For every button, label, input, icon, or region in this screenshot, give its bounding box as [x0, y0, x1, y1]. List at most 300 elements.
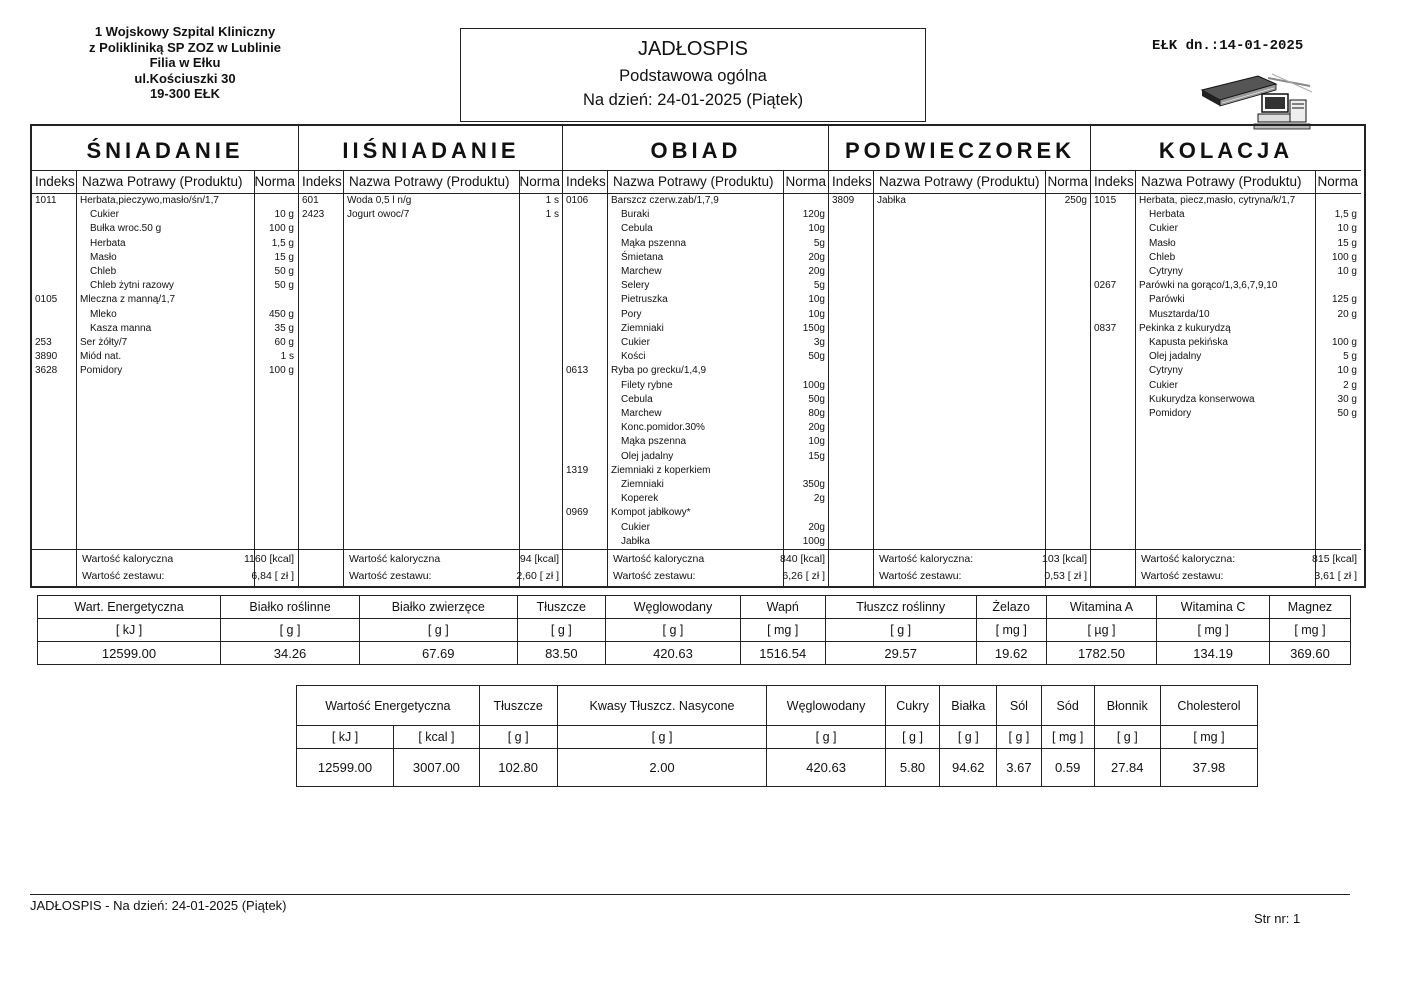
nutrient-value: 369.60: [1269, 642, 1350, 665]
item-name: Mąka pszenna: [621, 237, 687, 249]
footer-divider: [30, 894, 1350, 895]
menu-item-row: [563, 394, 829, 408]
item-norma: 120g: [802, 209, 825, 221]
menu-item-row: [1091, 223, 1361, 237]
menu-item-row: [1091, 195, 1361, 209]
menu-item-row: [563, 536, 829, 550]
item-norma: 250g: [1064, 195, 1087, 206]
cost-value: 3,61 [ zł ]: [1314, 570, 1357, 582]
item-name: Cytryny: [1149, 365, 1183, 377]
menu-item-row: [1091, 337, 1361, 351]
header-name: Nazwa Potrawy (Produktu): [879, 174, 1040, 189]
nutrition-table: [37, 595, 1351, 665]
item-norma: 5 g: [1343, 351, 1357, 363]
menu-item-row: [1091, 266, 1361, 280]
nutrient-value: 0.59: [1041, 749, 1094, 787]
menu-item-row: [563, 195, 829, 209]
item-name: Masło: [1149, 237, 1176, 249]
nutrient-header: Węglowodany: [767, 686, 885, 726]
item-name: Barszcz czerw.zab/1,7,9: [611, 195, 719, 206]
nutrient-unit: [ kJ ]: [38, 619, 221, 642]
hospital-line: 1 Wojskowy Szpital Kliniczny: [94, 24, 276, 39]
item-name: Jogurt owoc/7: [347, 209, 410, 221]
menu-item-row: [32, 351, 298, 365]
nutrient-value: 5.80: [885, 749, 940, 787]
nutrient-unit: [ g ]: [221, 619, 360, 642]
nutrient-unit: [ g ]: [825, 619, 976, 642]
menu-item-row: [1091, 380, 1361, 394]
nutrient-unit: [ g ]: [1094, 726, 1160, 749]
item-name: Kości: [621, 351, 646, 363]
nutrient-value: 102.80: [479, 749, 557, 787]
item-norma: 20g: [808, 266, 825, 277]
menu-item-row: [563, 380, 829, 394]
meal-column: [298, 126, 563, 586]
item-norma: 125 g: [1331, 294, 1357, 306]
item-norma: 15 g: [274, 251, 294, 263]
meal-title: ŚNIADANIE: [86, 138, 244, 163]
menu-item-row: [32, 266, 298, 280]
item-name: Pory: [621, 308, 642, 320]
item-name: Kasza manna: [90, 322, 152, 334]
page-subtitle: Podstawowa ogólna: [619, 67, 767, 85]
nutrient-unit: [ g ]: [997, 726, 1042, 749]
meal-summary: [829, 549, 1091, 586]
calorie-value: 103 [kcal]: [1042, 553, 1087, 565]
menu-item-row: [1091, 252, 1361, 266]
nutrient-value: 29.57: [825, 642, 976, 665]
nutrient-unit: [ µg ]: [1046, 619, 1157, 642]
menu-item-row: [563, 337, 829, 351]
item-name: Herbata,pieczywo,masło/śn/1,7: [80, 195, 219, 206]
item-name: Mleczna z manną/1,7: [80, 294, 176, 306]
calorie-label: Wartość kaloryczna: [349, 553, 441, 565]
item-name: Filety rybne: [621, 379, 673, 391]
header-index: Indeks: [1094, 174, 1134, 189]
cost-value: 6,84 [ zł ]: [251, 570, 294, 582]
item-index: 0105: [35, 294, 58, 306]
menu-item-row: [563, 479, 829, 493]
item-norma: 2 g: [1343, 379, 1357, 391]
item-index: 601: [302, 195, 319, 206]
item-name: Herbata: [1149, 209, 1185, 221]
column-headers: [1091, 170, 1361, 194]
nutrient-value: 27.84: [1094, 749, 1160, 787]
menu-item-row: [563, 422, 829, 436]
item-norma: 10 g: [274, 209, 294, 221]
item-norma: 50g: [808, 393, 825, 405]
item-name: Jabłka: [621, 535, 650, 547]
menu-item-row: [563, 436, 829, 450]
nutrient-value: 94.62: [940, 749, 997, 787]
nutrient-header: Żelazo: [976, 596, 1046, 619]
nutrient-unit: [ mg ]: [1157, 619, 1270, 642]
item-name: Cukier: [621, 337, 650, 348]
menu-item-row: [32, 223, 298, 237]
item-name: Cukier: [90, 209, 119, 221]
item-index: 2423: [302, 209, 325, 221]
meal-title: IIŚNIADANIE: [342, 138, 520, 163]
item-name: Mąka pszenna: [621, 436, 687, 448]
nutrient-unit: [ mg ]: [1269, 619, 1350, 642]
menu-item-row: [563, 465, 829, 479]
item-index: 3890: [35, 351, 58, 363]
place-date: EŁK dn.:14-01-2025: [1152, 38, 1304, 54]
menu-item-row: [829, 195, 1091, 209]
item-name: Mleko: [90, 308, 117, 320]
menu-item-row: [563, 223, 829, 237]
nutrient-header: Cukry: [885, 686, 940, 726]
menu-item-row: [563, 266, 829, 280]
item-name: Pekinka z kukurydzą: [1139, 322, 1231, 334]
menu-item-row: [1091, 238, 1361, 252]
item-norma: 1 s: [545, 195, 559, 206]
nutrient-value: 3.67: [997, 749, 1042, 787]
nutrient-header: Magnez: [1269, 596, 1350, 619]
item-name: Olej jadalny: [1149, 351, 1202, 363]
item-name: Pomidory: [1149, 408, 1192, 419]
menu-item-row: [299, 195, 563, 209]
menu-item-row: [563, 209, 829, 223]
nutrient-unit: [ mg ]: [740, 619, 825, 642]
nutrient-unit: [ g ]: [885, 726, 940, 749]
menu-item-row: [563, 451, 829, 465]
menu-item-row: [32, 252, 298, 266]
cost-label: Wartość zestawu:: [82, 570, 165, 582]
nutrient-unit: [ mg ]: [1160, 726, 1257, 749]
nutrient-value: 420.63: [606, 642, 741, 665]
menu-item-row: [1091, 209, 1361, 223]
nutrient-unit: [ kJ ]: [297, 726, 394, 749]
nutrient-value: 83.50: [517, 642, 606, 665]
cost-value: 2,60 [ zł ]: [516, 570, 559, 582]
header-norma: Norma: [785, 174, 826, 189]
item-norma: 50 g: [274, 266, 294, 277]
item-index: 0613: [566, 365, 589, 377]
menu-item-row: [1091, 408, 1361, 422]
menu-item-row: [563, 493, 829, 507]
item-name: Cukier: [1149, 379, 1178, 391]
item-norma: 100 g: [1331, 251, 1357, 263]
nutrient-header: Białko roślinne: [221, 596, 360, 619]
menu-item-row: [563, 351, 829, 365]
menu-item-row: [1091, 351, 1361, 365]
item-name: Buraki: [621, 209, 650, 221]
nutrient-header: Tłuszcz roślinny: [825, 596, 976, 619]
menu-item-row: [563, 294, 829, 308]
header-norma: Norma: [254, 174, 295, 189]
menu-item-row: [563, 323, 829, 337]
header-name: Nazwa Potrawy (Produktu): [1141, 174, 1302, 189]
page-number: Str nr: 1: [1254, 911, 1301, 926]
item-name: Cytryny: [1149, 266, 1183, 277]
cost-label: Wartość zestawu:: [879, 570, 962, 582]
nutrient-value: 67.69: [360, 642, 518, 665]
item-name: Pomidory: [80, 365, 123, 377]
nutrient-unit: [ g ]: [479, 726, 557, 749]
header-norma: Norma: [1047, 174, 1088, 189]
item-name: Śmietana: [621, 251, 664, 263]
cost-value: 0,53 [ zł ]: [1044, 570, 1087, 582]
nutrient-unit: [ g ]: [767, 726, 885, 749]
footer-date: JADŁOSPIS - Na dzień: 24-01-2025 (Piątek): [30, 898, 287, 913]
item-index: 1015: [1094, 195, 1117, 206]
item-name: Jabłka: [877, 195, 906, 206]
nutrient-unit: [ g ]: [360, 619, 518, 642]
nutrient-value: 12599.00: [297, 749, 394, 787]
item-name: Parówki: [1149, 294, 1185, 306]
menu-item-row: [299, 209, 563, 223]
nutrient-header: Wapń: [740, 596, 825, 619]
header-index: Indeks: [566, 174, 606, 189]
menu-item-row: [563, 408, 829, 422]
column-headers: [829, 170, 1091, 194]
item-norma: 10 g: [1337, 266, 1357, 277]
nutrient-value: 1516.54: [740, 642, 825, 665]
item-index: 0106: [566, 195, 589, 206]
nutrient-unit: [ g ]: [606, 619, 741, 642]
nutrient-header: Sól: [997, 686, 1042, 726]
menu-item-row: [1091, 294, 1361, 308]
nutrient-header: Cholesterol: [1160, 686, 1257, 726]
item-name: Konc.pomidor.30%: [621, 422, 705, 434]
hospital-line: Filia w Ełku: [149, 55, 221, 70]
item-name: Ser żółty/7: [80, 337, 128, 348]
item-norma: 100 g: [268, 223, 294, 235]
item-norma: 1,5 g: [271, 237, 294, 249]
item-norma: 100g: [802, 379, 825, 391]
item-index: 3628: [35, 365, 58, 377]
cost-label: Wartość zestawu:: [349, 570, 432, 582]
item-name: Herbata, piecz,masło, cytryna/k/1,7: [1139, 195, 1296, 206]
meal-column: [32, 126, 298, 586]
calorie-label: Wartość kaloryczna: [613, 553, 705, 565]
item-norma: 150g: [802, 322, 825, 334]
item-norma: 10g: [808, 223, 825, 235]
nutrient-header: Witamina C: [1157, 596, 1270, 619]
menu-item-row: [32, 209, 298, 223]
item-name: Masło: [90, 251, 117, 263]
item-norma: 30 g: [1337, 393, 1357, 405]
item-norma: 1 s: [545, 209, 559, 221]
calorie-value: 94 [kcal]: [519, 553, 559, 565]
nutrient-unit: [ mg ]: [1041, 726, 1094, 749]
menu-date: Na dzień: 24-01-2025 (Piątek): [582, 91, 804, 109]
item-norma: 15g: [808, 450, 825, 462]
item-name: Cebula: [621, 223, 653, 235]
menu-item-row: [32, 323, 298, 337]
menu-item-row: [563, 252, 829, 266]
cost-label: Wartość zestawu:: [613, 570, 696, 582]
item-name: Woda 0,5 l n/g: [347, 195, 412, 206]
menu-item-row: [563, 507, 829, 521]
header-norma: Norma: [519, 174, 560, 189]
column-divider: [519, 170, 520, 586]
meal-column: [562, 126, 829, 586]
item-name: Ryba po grecku/1,4,9: [611, 365, 707, 377]
nutrient-value: 34.26: [221, 642, 360, 665]
item-norma: 100 g: [268, 365, 294, 377]
page-title: JADŁOSPIS: [637, 38, 749, 60]
menu-item-row: [32, 294, 298, 308]
nutrient-unit: [ g ]: [517, 619, 606, 642]
item-name: Ziemniaki z koperkiem: [611, 464, 711, 476]
menu-item-row: [563, 522, 829, 536]
menu-item-row: [1091, 323, 1361, 337]
menu-item-row: [1091, 365, 1361, 379]
nutrition-summary-table: [296, 685, 1258, 787]
item-name: Parówki na gorąco/1,3,6,7,9,10: [1139, 280, 1278, 292]
cost-value: 6,26 [ zł ]: [782, 570, 825, 582]
nutrient-value: 2.00: [557, 749, 767, 787]
item-norma: 450 g: [268, 308, 294, 320]
menu-item-row: [32, 195, 298, 209]
item-index: 253: [35, 337, 52, 348]
calorie-value: 815 [kcal]: [1312, 553, 1357, 565]
item-norma: 10 g: [1337, 223, 1357, 235]
item-norma: 15 g: [1337, 237, 1357, 249]
item-norma: 100g: [802, 535, 825, 547]
item-index: 0969: [566, 507, 589, 519]
item-norma: 50g: [808, 351, 825, 363]
item-name: Miód nat.: [80, 351, 122, 363]
item-norma: 5g: [813, 280, 825, 292]
menu-item-row: [563, 280, 829, 294]
item-name: Selery: [621, 280, 650, 292]
meal-summary: [1091, 549, 1361, 586]
item-name: Ziemniaki: [621, 479, 664, 490]
item-name: Herbata: [90, 237, 126, 249]
header-name: Nazwa Potrawy (Produktu): [349, 174, 510, 189]
nutrient-value: 37.98: [1160, 749, 1257, 787]
hospital-line: ul.Kościuszki 30: [134, 70, 236, 86]
header-index: Indeks: [302, 174, 342, 189]
item-name: Olej jadalny: [621, 450, 674, 462]
item-norma: 10g: [808, 294, 825, 306]
item-name: Cebula: [621, 393, 653, 405]
meal-column: [1090, 126, 1361, 586]
meal-summary: [299, 549, 563, 586]
calorie-label: Wartość kaloryczna:: [879, 553, 974, 565]
nutrient-header: Wart. Energetyczna: [38, 596, 221, 619]
item-name: Chleb: [1149, 251, 1176, 263]
menu-item-row: [32, 309, 298, 323]
calorie-label: Wartość kaloryczna:: [1141, 553, 1236, 565]
meal-title: OBIAD: [650, 138, 742, 163]
nutrient-header: Tłuszcze: [517, 596, 606, 619]
item-name: Kapusta pekińska: [1149, 337, 1228, 348]
menu-item-row: [1091, 309, 1361, 323]
item-name: Marchew: [621, 266, 662, 277]
header-name: Nazwa Potrawy (Produktu): [613, 174, 774, 189]
nutrient-value: 134.19: [1157, 642, 1270, 665]
item-index: 1319: [566, 464, 589, 476]
nutrient-header: Witamina A: [1046, 596, 1157, 619]
nutrient-unit: [ g ]: [940, 726, 997, 749]
item-norma: 60 g: [274, 337, 294, 348]
nutrient-unit: [ kcal ]: [394, 726, 480, 749]
hospital-line: 19-300 EŁK: [149, 86, 221, 101]
menu-item-row: [1091, 280, 1361, 294]
item-norma: 20g: [808, 422, 825, 434]
calorie-value: 840 [kcal]: [780, 553, 825, 565]
calorie-value: 1160 [kcal]: [243, 553, 294, 565]
item-norma: 10g: [808, 436, 825, 448]
item-norma: 3g: [813, 337, 825, 348]
item-norma: 5g: [813, 237, 825, 249]
item-norma: 35 g: [274, 322, 294, 334]
item-norma: 80g: [808, 408, 825, 419]
item-name: Koperek: [621, 493, 659, 505]
item-norma: 50 g: [274, 280, 294, 292]
calorie-label: Wartość kaloryczna: [82, 553, 174, 565]
meal-title: PODWIECZOREK: [844, 138, 1076, 163]
nutrient-header: Wartość Energetyczna: [297, 686, 480, 726]
nutrient-header: Białka: [940, 686, 997, 726]
nutrient-value: 1782.50: [1046, 642, 1157, 665]
menu-item-row: [32, 238, 298, 252]
menu-item-row: [563, 309, 829, 323]
item-norma: 20g: [808, 251, 825, 263]
nutrient-value: 12599.00: [38, 642, 221, 665]
header-index: Indeks: [832, 174, 872, 189]
meal-summary: [32, 549, 298, 586]
item-norma: 1,5 g: [1334, 209, 1357, 221]
item-norma: 20g: [808, 521, 825, 533]
menu-item-row: [32, 337, 298, 351]
item-name: Pietruszka: [621, 294, 668, 306]
nutrient-unit: [ mg ]: [976, 619, 1046, 642]
nutrient-header: Białko zwierzęce: [360, 596, 518, 619]
title-box: [460, 28, 926, 122]
item-name: Bułka wroc.50 g: [90, 223, 162, 235]
item-norma: 10 g: [1337, 365, 1357, 377]
nutrient-header: Kwasy Tłuszcz. Nasycone: [557, 686, 767, 726]
item-name: Kukurydza konserwowa: [1149, 393, 1255, 405]
column-divider: [1045, 170, 1046, 586]
item-norma: 100 g: [1331, 337, 1357, 348]
item-name: Kompot jabłkowy*: [611, 507, 691, 519]
column-headers: [32, 170, 298, 194]
nutrient-header: Błonnik: [1094, 686, 1160, 726]
menu-item-row: [563, 365, 829, 379]
item-norma: 2g: [813, 493, 825, 505]
item-norma: 350g: [802, 479, 825, 490]
item-index: 0267: [1094, 280, 1117, 292]
hospital-line: z Polikliniką SP ZOZ w Lublinie: [89, 39, 281, 55]
item-index: 3809: [832, 195, 855, 206]
meal-title: KOLACJA: [1158, 138, 1294, 163]
item-name: Musztarda/10: [1149, 308, 1210, 320]
column-headers: [563, 170, 829, 194]
item-norma: 20 g: [1337, 308, 1357, 320]
column-divider: [873, 170, 874, 586]
nutrient-header: Sód: [1041, 686, 1094, 726]
item-name: Chleb: [90, 266, 117, 277]
item-name: Marchew: [621, 408, 662, 419]
meal-column: [828, 126, 1091, 586]
item-name: Chleb żytni razowy: [90, 280, 174, 292]
nutrient-header: Tłuszcze: [479, 686, 557, 726]
nutrient-unit: [ g ]: [557, 726, 767, 749]
nutrient-value: 3007.00: [394, 749, 480, 787]
menu-table: [30, 124, 1366, 588]
nutrient-value: 19.62: [976, 642, 1046, 665]
cost-label: Wartość zestawu:: [1141, 570, 1224, 582]
item-index: 0837: [1094, 322, 1117, 334]
item-name: Cukier: [621, 521, 650, 533]
header-name: Nazwa Potrawy (Produktu): [82, 174, 243, 189]
